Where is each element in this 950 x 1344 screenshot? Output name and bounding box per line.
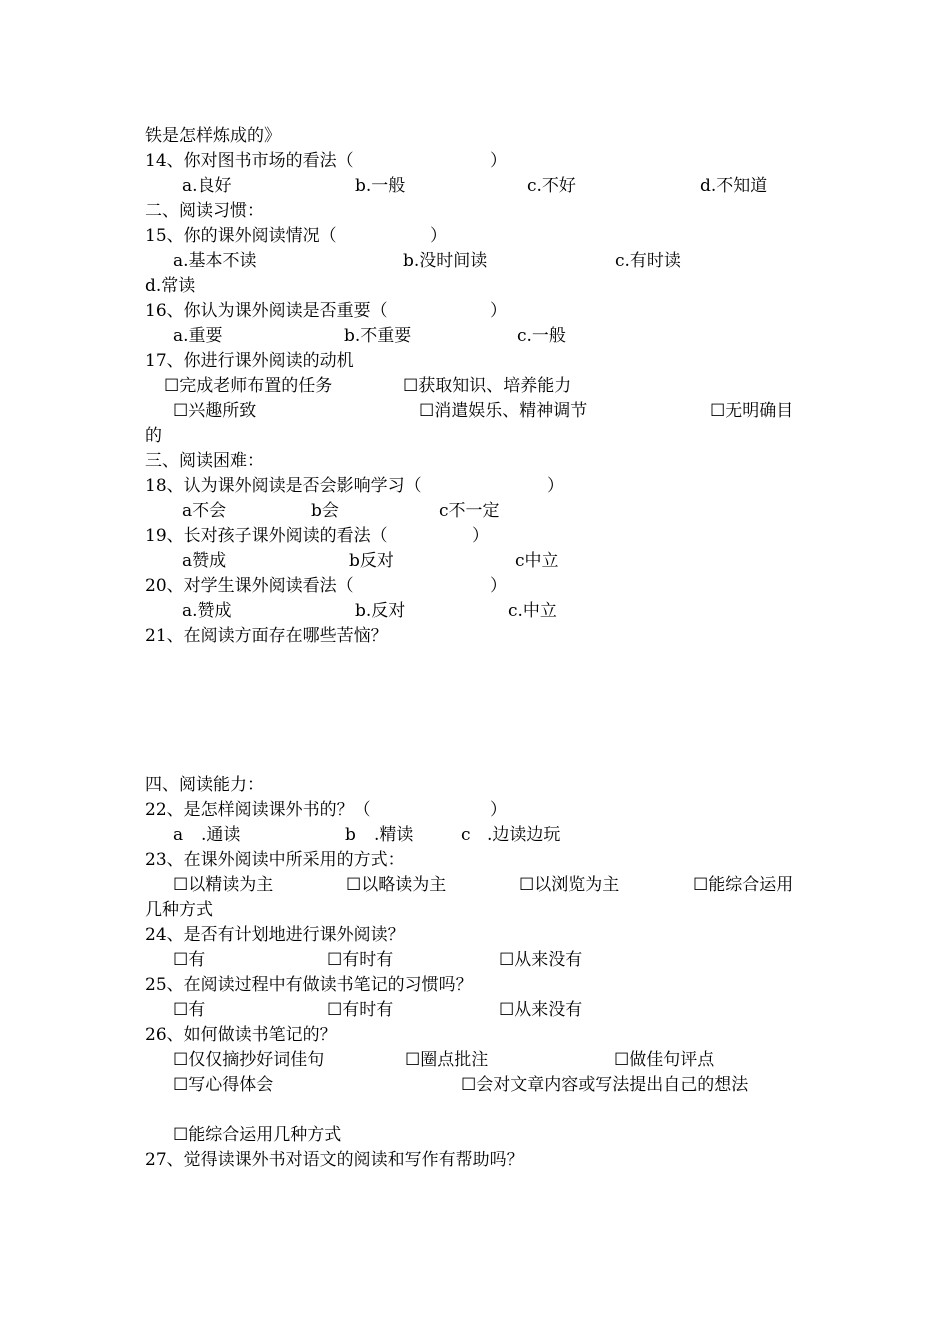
text-segment: 19、长对孩子课外阅读的看法（ — [145, 526, 388, 546]
text-segment: 23、在课外阅读中所采用的方式： — [145, 850, 405, 870]
text-segment: ☐仅仅摘抄好词佳句 — [173, 1050, 325, 1070]
text-segment: d.不知道 — [700, 176, 768, 196]
text-segment: 27、觉得读课外书对语文的阅读和写作有帮助吗？ — [145, 1150, 524, 1170]
text-segment: b — [345, 825, 356, 845]
text-segment: 16、你认为课外阅读是否重要（ — [145, 301, 388, 321]
text-segment: ） — [430, 226, 447, 246]
text-segment: ☐有 — [173, 950, 206, 970]
text-segment: c — [461, 825, 471, 845]
text-segment: ☐完成老师布置的任务 — [164, 376, 333, 396]
text-segment: ☐无明确目 — [710, 401, 794, 421]
text-segment: ☐写心得体会 — [173, 1075, 274, 1095]
text-segment: ☐有时有 — [327, 1000, 394, 1020]
text-segment: c.不好 — [527, 176, 576, 196]
text-segment: b.不重要 — [344, 326, 412, 346]
text-segment: a.赞成 — [182, 601, 232, 621]
text-segment: ☐有时有 — [327, 950, 394, 970]
text-segment: 二、阅读习惯： — [145, 201, 264, 221]
text-segment: ☐能综合运用几种方式 — [173, 1125, 342, 1145]
text-segment: b.没时间读 — [403, 251, 488, 271]
text-segment: ☐圈点批注 — [405, 1050, 489, 1070]
text-segment: 三、阅读困难： — [145, 451, 264, 471]
text-segment: ☐能综合运用 — [693, 875, 794, 895]
text-segment: ☐做佳句评点 — [614, 1050, 715, 1070]
text-segment: 25、在阅读过程中有做读书笔记的习惯吗？ — [145, 975, 473, 995]
text-segment: 22、是怎样阅读课外书的？（ — [145, 800, 371, 820]
text-segment: c.有时读 — [615, 251, 681, 271]
text-segment: 15、你的课外阅读情况（ — [145, 226, 337, 246]
text-segment: ） — [490, 800, 507, 820]
text-segment: 的 — [145, 426, 162, 446]
text-segment: b.一般 — [355, 176, 406, 196]
text-segment: .边读边玩 — [487, 825, 561, 845]
text-segment: ☐有 — [173, 1000, 206, 1020]
text-segment: ☐会对文章内容或写法提出自己的想法 — [461, 1075, 749, 1095]
text-segment: ☐获取知识、培养能力 — [403, 376, 572, 396]
text-segment: a赞成 — [182, 551, 227, 571]
text-segment: .精读 — [374, 825, 414, 845]
text-segment: a不会 — [182, 501, 227, 521]
text-segment: .通读 — [201, 825, 241, 845]
text-segment: ☐以精读为主 — [173, 875, 274, 895]
text-segment: ） — [490, 301, 507, 321]
text-segment: 17、你进行课外阅读的动机 — [145, 351, 354, 371]
text-segment: a.重要 — [173, 326, 223, 346]
text-segment: c.一般 — [517, 326, 566, 346]
text-segment: ☐以浏览为主 — [519, 875, 620, 895]
text-segment: ☐兴趣所致 — [173, 401, 257, 421]
text-segment: 几种方式 — [145, 900, 213, 920]
text-segment: ☐消遣娱乐、精神调节 — [419, 401, 588, 421]
text-segment: ） — [490, 576, 507, 596]
text-segment: 26、如何做读书笔记的？ — [145, 1025, 337, 1045]
text-segment: 18、认为课外阅读是否会影响学习（ — [145, 476, 422, 496]
text-segment: b反对 — [349, 551, 394, 571]
text-segment: a.良好 — [182, 176, 232, 196]
text-segment: 铁是怎样炼成的》 — [145, 126, 281, 146]
text-segment: c.中立 — [508, 601, 557, 621]
text-segment: c中立 — [515, 551, 559, 571]
text-segment: c不一定 — [439, 501, 500, 521]
text-segment: b.反对 — [355, 601, 406, 621]
text-segment: 21、在阅读方面存在哪些苦恼？ — [145, 626, 388, 646]
text-segment: 四、阅读能力： — [145, 775, 264, 795]
text-segment: b会 — [311, 501, 339, 521]
text-segment: ） — [490, 151, 507, 171]
text-segment: ☐以略读为主 — [346, 875, 447, 895]
text-segment: ） — [547, 476, 564, 496]
text-segment: ☐从来没有 — [499, 1000, 583, 1020]
text-segment: 20、对学生课外阅读看法（ — [145, 576, 354, 596]
text-segment: ） — [472, 526, 489, 546]
text-segment: 24、是否有计划地进行课外阅读？ — [145, 925, 405, 945]
text-segment: ☐从来没有 — [499, 950, 583, 970]
text-segment: 14、你对图书市场的看法（ — [145, 151, 354, 171]
text-segment: a.基本不读 — [173, 251, 257, 271]
text-segment: d.常读 — [145, 276, 196, 296]
text-segment: a — [173, 825, 184, 845]
